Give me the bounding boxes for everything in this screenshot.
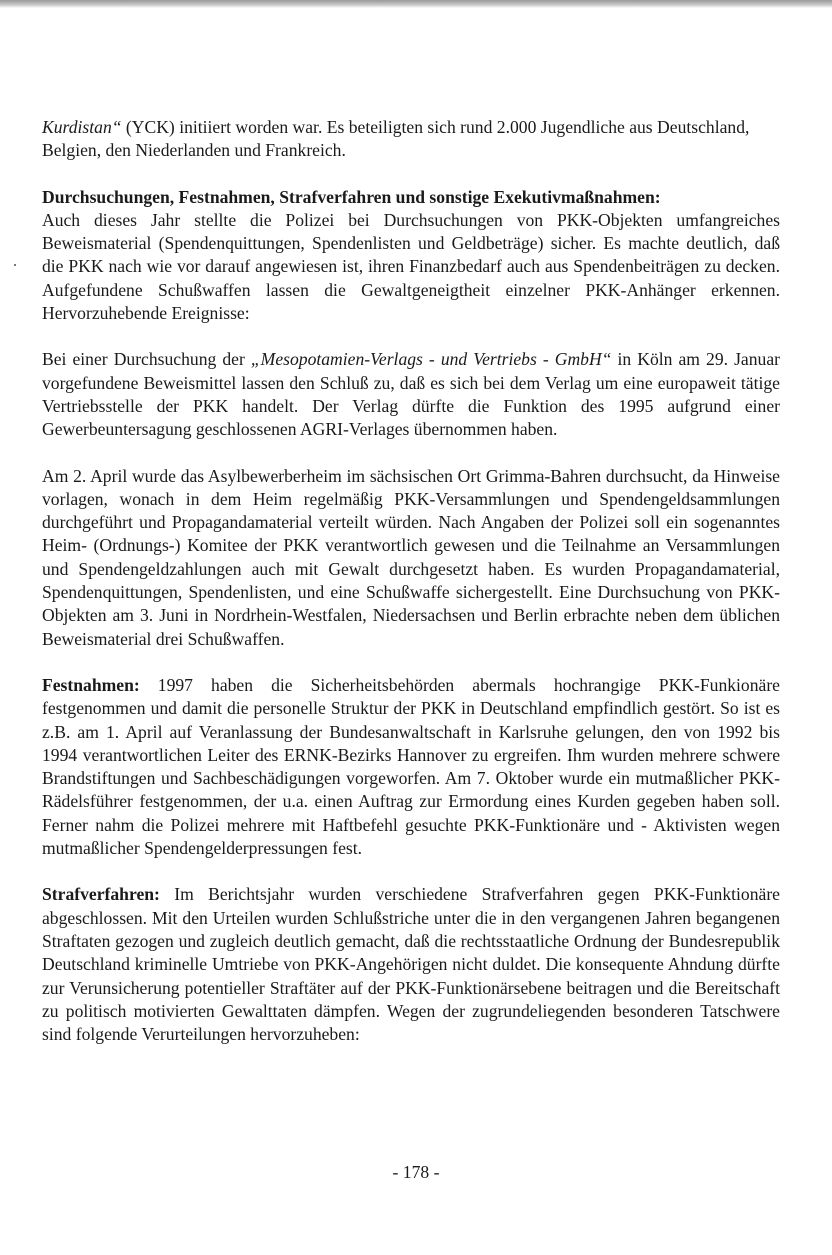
strafverfahren-label: Strafverfahren: — [42, 884, 160, 905]
paragraph-asylheim: Am 2. April wurde das Asylbewerberheim im sächsischen Ort Grimma-Bahren durchsucht, da Hinweise vorlagen, wonach in dem Heim regelmäßig PKK-Versammlungen und Spendengeldsammlungen durchgeführt und Propagandamaterial verteilt würden. Nach Angaben der Polizei soll ein sogenanntes Heim- (Ordnungs-) Komitee der PKK verantwortlich gewesen und die Teilnahme an Versammlungen und Spendengeldzahlungen auch mit Gewalt durchgesetzt haben. Es wurden Propagandamaterial, Spendenquittungen, Spendenlisten, und eine Schußwaffe sichergestellt. Eine Durchsuchung von PKK-Objekten am 3. Juni in Nordrhein-Westfalen, Niedersachsen und Berlin erbrachte neben dem üblichen Beweismaterial drei Schußwaffen. — [42, 465, 780, 649]
festnahmen-label: Festnahmen: — [42, 674, 140, 695]
paragraph-verlag-lead: Bei einer Durchsuchung der — [42, 349, 251, 370]
continued-paragraph — [42, 116, 780, 163]
document-body — [42, 116, 780, 1046]
continued-paragraph-text: (YCK) initiiert worden war. Es beteiligten sich rund 2.000 Jugendliche aus Deutschland, Belgien, den Niederlanden und Frankreich. — [42, 117, 750, 161]
festnahmen-text: 1997 haben die Sicherheitsbehörden abermals hochrangige PKK-Funkionäre festgenommen und damit die personelle Struktur der PKK in Deutschland empfindlich gestört. So ist es z.B. am 1. April auf Veranlassung der Bundesanwaltschaft in Karlsruhe gelungen, den von 1992 bis 1994 verantwortlichen Leiter des ERNK-Bezirks Hannover zu ergreifen. Ihm wurden mehrere schwere Brandstiftungen und Sachbeschädigungen vorgeworfen. Am 7. Oktober wurde ein mutmaßlicher PKK-Rädelsführer festgenommen, der u.a. einen Auftrag zur Ermordung eines Kurden gegeben haben soll. Ferner nahm die Polizei mehrere mit Haftbefehl gesuchte PKK-Funktionäre und - Aktivisten wegen mutmaßlicher Spendengelderpressungen fest. — [42, 674, 780, 859]
scan-speck — [14, 264, 16, 266]
paragraph-festnahmen — [42, 674, 780, 860]
strafverfahren-text: Im Berichtsjahr wurden verschiedene Strafverfahren gegen PKK-Funktionäre abgeschlossen. Mit den Urteilen wurden Schlußstriche unter die in den vergangenen Jahren begangenen Straftaten gezogen und zugleich deutlich gemacht, daß die rechtsstaatliche Ordnung der Bundesrepublik Deutschland kriminelle Umtriebe von PKK-Angehörigen nicht duldet. Die konsequente Ahndung dürfte zur Verunsicherung potentieller Straftäter auf der PKK-Funktionärsebene beitragen und die Bereitschaft zu politisch motivierten Gewalttaten dämpfen. Wegen der zugrundeliegenden besonderen Tatschwere sind folgende Verurteilungen hervorzuheben: — [42, 884, 780, 1045]
paragraph-verlag-italic: „Mesopotamien-Verlags - und Vertriebs - GmbH“ — [250, 349, 612, 370]
paragraph-strafverfahren — [42, 883, 780, 1046]
paragraph-search-intro: Auch dieses Jahr stellte die Polizei bei Durchsuchungen von PKK-Objekten umfangreiches Beweismaterial (Spendenquittungen, Spendenlisten und Geldbeträge) sicher. Es machte deutlich, daß die PKK nach wie vor darauf angewiesen ist, ihren Finanzbedarf auch aus Spendenbeiträgen zu decken. Aufgefundene Schußwaffen lassen die Gewaltgeneigtheit einzelner PKK-Anhänger erkennen. Hervorzuhebende Ereignisse: — [42, 209, 780, 324]
section-heading: Durchsuchungen, Festnahmen, Strafverfahren und sonstige Exekutivmaßnahmen: — [42, 186, 661, 207]
page-number: - 178 - — [392, 1162, 440, 1182]
scan-top-edge — [0, 0, 832, 8]
paragraph-verlag-rest: in Köln am 29. Januar vorgefundene Beweismittel lassen den Schluß zu, daß es sich bei dem Verlag um eine europaweit tätige Vertriebsstelle der PKK handelt. Der Verlag dürfte die Funktion des 1995 aufgrund einer Gewerbeuntersagung geschlossenen AGRI-Verlages übernommen haben. — [42, 349, 780, 440]
continued-paragraph-italic: Kurdistan“ — [42, 117, 122, 137]
paragraph-verlag — [42, 348, 780, 441]
